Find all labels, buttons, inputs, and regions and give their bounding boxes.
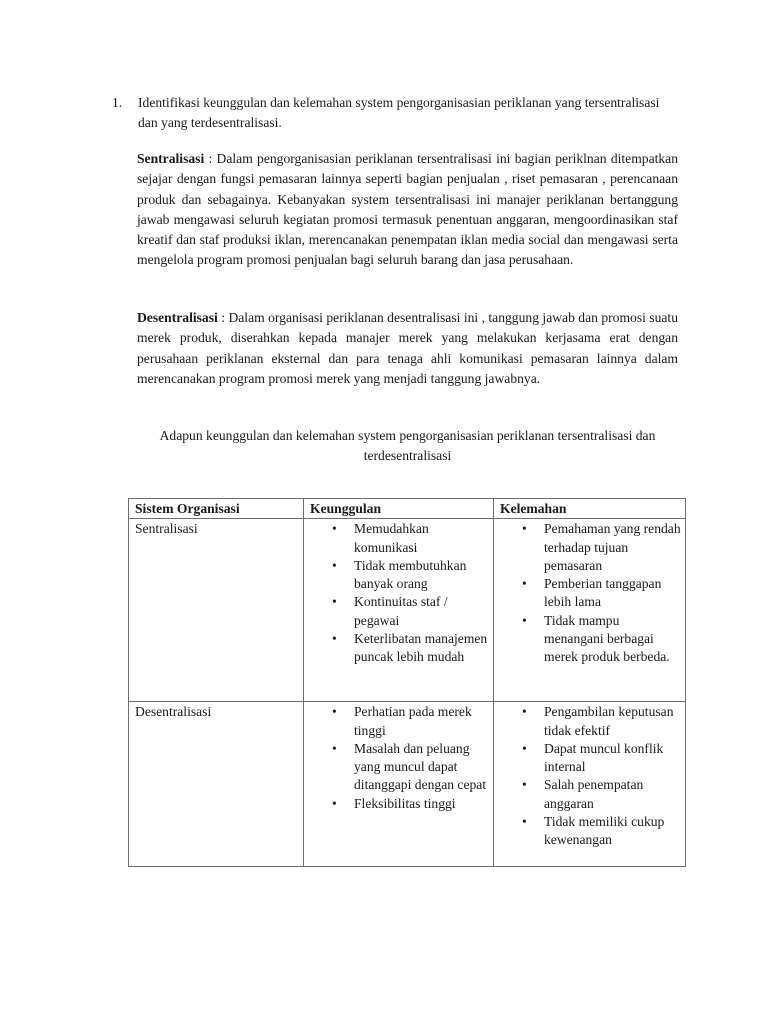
paragraph-text: Dalam organisasi periklanan desentralisasi ini , tanggung jawab dan promosi suatu merek produk, diserahkan kepada manajer merek yang melakukan kerjasama erat dengan perusahaan periklanan eksternal dan para tenaga ahli komunikasi pemasaran lainnya dalam merencanakan program promosi merek yang menjadi tanggung jawabnya. [137, 310, 679, 386]
list-item [522, 575, 681, 612]
cell-system: Sentralisasi [129, 519, 304, 702]
paragraph-sentralisasi [137, 149, 678, 271]
bullet-icon: • [522, 777, 527, 793]
table-header-row [129, 499, 686, 519]
list-item-text: Tidak memiliki cukup kewenangan [544, 814, 665, 848]
cell-advantages [304, 702, 494, 867]
cell-disadvantages [494, 702, 686, 867]
term-separator: : [204, 151, 217, 166]
list-item [522, 520, 681, 575]
list-item [522, 813, 681, 850]
bullet-icon: • [522, 576, 527, 592]
bullet-icon: • [522, 521, 527, 537]
list-item [332, 703, 489, 740]
bullet-icon: • [332, 594, 337, 610]
cell-system: Desentralisasi [129, 702, 304, 867]
table-caption: Adapun keunggulan dan kelemahan system pengorganisasian periklanan tersentralisasi dan terdesentralisasi [159, 428, 656, 463]
list-item-text: Perhatian pada merek tinggi [354, 704, 472, 738]
term-separator: : [217, 310, 229, 325]
list-item-text: Dapat muncul konflik internal [544, 740, 664, 775]
list-item [522, 776, 681, 813]
list-item-text: Salah penempatan anggaran [544, 777, 644, 811]
question-item [112, 93, 672, 133]
advantages-list [322, 520, 489, 666]
list-item-text: Kontinuitas staf / pegawai [354, 594, 448, 628]
list-item-text: Masalah dan peluang yang muncul dapat ditanggapi dengan cepat [354, 740, 487, 793]
list-item [332, 630, 489, 667]
header-system: Sistem Organisasi [129, 499, 304, 519]
list-item-text: Tidak mampu menangani berbagai merek produk berbeda. [544, 612, 670, 665]
cell-disadvantages [494, 519, 686, 702]
header-disadvantages: Kelemahan [494, 499, 686, 519]
question-number: 1. [112, 95, 123, 110]
list-item-text: Pengambilan keputusan tidak efektif [544, 704, 674, 738]
list-item [332, 557, 489, 594]
paragraph-text: Dalam pengorganisasian periklanan tersentralisasi ini bagian periklnan ditempatkan sejajar dengan fungsi pemasaran lainnya seperti bagian penjualan , riset pemasaran , perencanaan produk dan sebagainya. Kebanyakan system tersentralisasi ini manajer periklanan bertanggung jawab mengawasi seluruh kegiatan promosi termasuk penentuan anggaran, mengoordinasikan staf kreatif dan staf produksi iklan, merencanakan penempatan iklan media social dan mengawasi serta mengelola program promosi penjualan bagi seluruh barang dan jasa perusahaan. [137, 151, 679, 268]
bullet-icon: • [332, 631, 337, 647]
list-item [522, 612, 681, 667]
bullet-icon: • [522, 814, 527, 830]
list-item [522, 740, 681, 777]
paragraph-desentralisasi [137, 308, 678, 389]
list-item [522, 703, 681, 740]
list-item [332, 740, 489, 795]
list-item-text: Tidak membutuhkan banyak orang [354, 557, 467, 592]
header-advantages: Keunggulan [304, 499, 494, 519]
question-text: Identifikasi keunggulan dan kelemahan system pengorganisasian periklanan yang tersentralisasi dan yang terdesentralisasi. [138, 95, 660, 130]
disadvantages-list [512, 520, 681, 666]
list-item [332, 520, 489, 557]
disadvantages-list [512, 703, 681, 849]
bullet-icon: • [332, 521, 337, 537]
list-item [332, 795, 489, 813]
cell-advantages [304, 519, 494, 702]
bullet-icon: • [332, 704, 337, 720]
table-row [129, 519, 686, 702]
bullet-icon: • [332, 557, 337, 573]
table-row [129, 702, 686, 867]
list-item [332, 593, 489, 630]
list-item-text: Memudahkan komunikasi [354, 521, 429, 555]
list-item-text: Pemahaman yang rendah terhadap tujuan pemasaran [544, 521, 681, 573]
advantages-list [322, 703, 489, 813]
comparison-table [128, 498, 686, 867]
list-item-text: Keterlibatan manajemen puncak lebih mudah [354, 631, 488, 665]
list-item-text: Fleksibilitas tinggi [354, 795, 456, 811]
bullet-icon: • [522, 704, 527, 720]
bullet-icon: • [332, 795, 337, 811]
bullet-icon: • [332, 740, 337, 756]
list-item-text: Pemberian tanggapan lebih lama [544, 576, 662, 610]
term-sentralisasi: Sentralisasi [137, 151, 205, 166]
term-desentralisasi: Desentralisasi [137, 310, 218, 325]
bullet-icon: • [522, 740, 527, 756]
bullet-icon: • [522, 612, 527, 628]
